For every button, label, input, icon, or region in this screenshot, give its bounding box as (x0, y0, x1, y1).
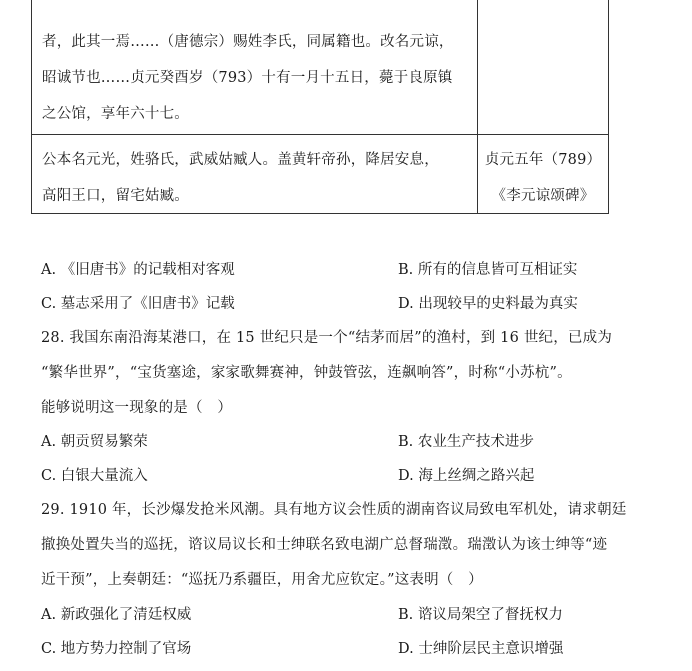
q28-option-a: A. 朝贡贸易繁荣 (41, 434, 148, 450)
text-line: 高阳王口，留宅姑臧。 (42, 188, 189, 204)
table-cell-source (478, 134, 608, 213)
text-line: 之公馆，享年六十七。 (42, 106, 189, 122)
text-line: 昭诚节也……贞元癸酉岁（793）十有一月十五日，薨于良原镇 (42, 70, 453, 86)
source-title: 《李元谅颂碑》 (491, 188, 595, 204)
cell-text (42, 24, 472, 132)
source-date: 贞元五年（789） (484, 152, 602, 168)
table-row (32, 134, 608, 213)
q28-stem-line: 能够说明这一现象的是（ ） (41, 400, 233, 416)
table-row (32, 0, 608, 135)
q29-option-d: D. 士绅阶层民主意识增强 (398, 641, 564, 657)
q28-option-c: C. 白银大量流入 (41, 468, 148, 484)
q27-option-d: D. 出现较早的史料最为真实 (398, 296, 578, 312)
table-cell-content (32, 134, 478, 213)
q27-option-c: C. 墓志采用了《旧唐书》记载 (41, 296, 235, 312)
q28-stem-line: 28. 我国东南沿海某港口，在 15 世纪只是一个“结茅而居”的渔村，到 16 世纪，已成为 (41, 330, 613, 346)
q29-stem-line: 撤换处置失当的巡抚，谘议局议长和士绅联名致电湖广总督瑞澂。瑞澂认为该士绅等“迹 (41, 537, 608, 553)
table-cell-content (32, 0, 478, 134)
source-table (31, 0, 609, 214)
table-cell-source (478, 0, 608, 134)
q28-option-b: B. 农业生产技术进步 (398, 434, 534, 450)
q29-option-a: A. 新政强化了清廷权威 (41, 607, 192, 623)
text-line: 者，此其一焉……（唐德宗）赐姓李氏，同属籍也。改名元谅， (42, 34, 454, 50)
q27-option-a: A. 《旧唐书》的记载相对客观 (41, 262, 235, 278)
q29-stem-line: 29. 1910 年，长沙爆发抢米风潮。具有地方议会性质的湖南咨议局致电军机处，请求朝廷 (41, 502, 627, 518)
q27-option-b: B. 所有的信息皆可互相证实 (398, 262, 578, 278)
text-line: 公本名元光，姓骆氏，武威姑臧人。盖黄轩帝孙，降居安息， (42, 152, 439, 168)
q29-option-c: C. 地方势力控制了官场 (41, 641, 192, 657)
q29-option-b: B. 谘议局架空了督抚权力 (398, 607, 563, 623)
cell-text (42, 142, 472, 214)
q28-option-d: D. 海上丝绸之路兴起 (398, 468, 535, 484)
cell-text (478, 142, 608, 214)
q28-stem-line: “繁华世界”，“宝货塞途，家家歌舞赛神，钟鼓管弦，连飙响答”，时称“小苏杭”。 (41, 365, 572, 381)
q29-stem-line: 近干预”，上奏朝廷：“巡抚乃系疆臣，用舍尤应钦定。”这表明（ ） (41, 572, 483, 588)
